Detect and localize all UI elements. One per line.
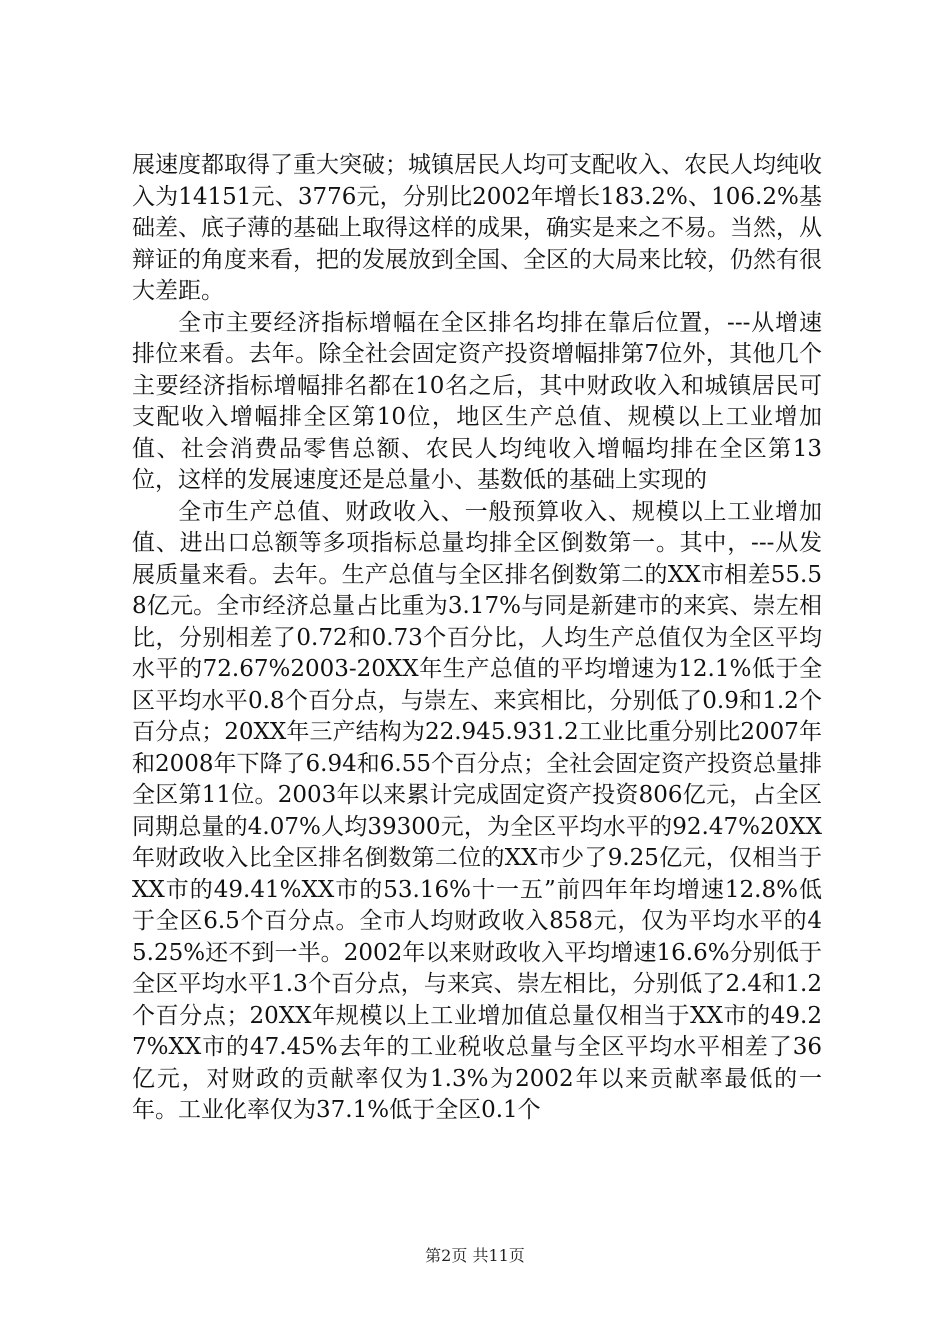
paragraph-growth-ranking: 全市主要经济指标增幅在全区排名均排在靠后位置，---从增速排位来看。去年。除全社会固定资产投资增幅排第7位外，其他几个主要经济指标增幅排名都在10名之后，其中财政收入和城镇居民可支配收入增幅排全区第10位，地区生产总值、规模以上工业增加值、社会消费品零售总额、农民人均纯收入增幅均排在全区第13位，这样的发展速度还是总量小、基数低的基础上实现的	[132, 309, 822, 493]
paragraph-development-quality: 全市生产总值、财政收入、一般预算收入、规模以上工业增加值、进出口总额等多项指标总量均排全区倒数第一。其中，---从发展质量来看。去年。生产总值与全区排名倒数第二的XX市相差55.58亿元。全市经济总量占比重为3.17%与同是新建市的来宾、崇左相比，分别相差了0.72和0.73个百分比，人均生产总值仅为全区平均水平的72.67%2003-20XX年生产总值的平均增速为12.1%低于全区平均水平0.8个百分点，与崇左、来宾相比，分别低了0.9和1.2个百分点；20XX年三产结构为22.945.931.2工业比重分别比2007年和2008年下降了6.94和6.55个百分点；全社会固定资产投资总量排全区第11位。2003年以来累计完成固定资产投资806亿元，占全区同期总量的4.07%人均39300元，为全区平均水平的92.47%20XX年财政收入比全区排名倒数第二位的XX市少了9.25亿元，仅相当于XX市的49.41%XX市的53.16%十一五”前四年年均增速12.8%低于全区6.5个百分点。全市人均财政收入858元，仅为平均水平的45.25%还不到一半。2002年以来财政收入平均增速16.6%分别低于全区平均水平1.3个百分点，与来宾、崇左相比，分别低了2.4和1.2个百分点；20XX年规模以上工业增加值总量仅相当于XX市的49.27%XX市的47.45%去年的工业税收总量与全区平均水平相差了36亿元，对财政的贡献率仅为1.3%为2002年以来贡献率最低的一年。工业化率仅为37.1%低于全区0.1个	[132, 498, 822, 1123]
body-text	[132, 150, 822, 1127]
paragraph-continuation: 展速度都取得了重大突破；城镇居民人均可支配收入、农民人均纯收入为14151元、3776元，分别比2002年增长183.2%、106.2%基础差、底子薄的基础上取得这样的成果，确实是来之不易。当然，从辩证的角度来看，把的发展放到全国、全区的大局来比较，仍然有很大差距。	[132, 152, 822, 304]
page-number: 第2页 共11页	[425, 1246, 525, 1265]
